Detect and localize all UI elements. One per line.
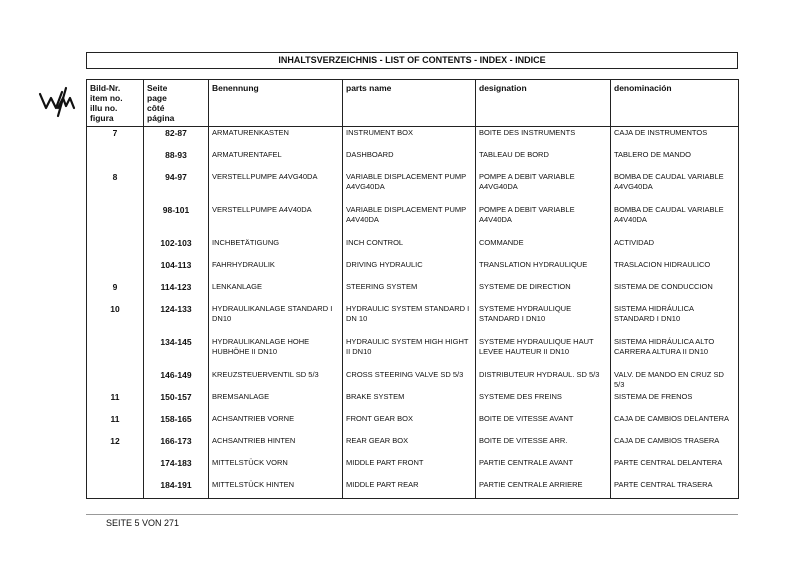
table-row (87, 435, 739, 457)
parts-name-cell: VARIABLE DISPLACEMENT PUMP A4V40DA (343, 204, 476, 237)
bild-nr (87, 479, 144, 499)
benennung-cell: BREMSANLAGE (209, 391, 343, 413)
bild-nr (87, 204, 144, 237)
page-range: 104-113 (144, 259, 209, 281)
parts-name-cell: HYDRAULIC SYSTEM HIGH HIGHT II DN10 (343, 336, 476, 369)
page-range: 146-149 (144, 369, 209, 391)
designation-cell: SYSTEME DE DIRECTION (476, 281, 611, 303)
table-row (87, 336, 739, 369)
bild-nr: 8 (87, 171, 144, 204)
benennung-cell: ACHSANTRIEB VORNE (209, 413, 343, 435)
bild-nr: 7 (87, 127, 144, 149)
header-benennung: Benennung (209, 80, 343, 127)
benennung-cell: VERSTELLPUMPE A4V40DA (209, 204, 343, 237)
table-row (87, 204, 739, 237)
page-counter: SEITE 5 VON 271 (106, 518, 180, 528)
header-parts-name: parts name (343, 80, 476, 127)
page-range: 134-145 (144, 336, 209, 369)
page-range: 158-165 (144, 413, 209, 435)
table-row (87, 149, 739, 171)
designation-cell: BOITE DES INSTRUMENTS (476, 127, 611, 149)
bild-nr: 10 (87, 303, 144, 336)
bild-nr (87, 149, 144, 171)
designation-cell: POMPE A DEBIT VARIABLE A4VG40DA (476, 171, 611, 204)
denominacion-cell: PARTE CENTRAL TRASERA (611, 479, 739, 499)
bild-nr (87, 457, 144, 479)
benennung-cell: ARMATURENTAFEL (209, 149, 343, 171)
designation-cell: COMMANDE (476, 237, 611, 259)
bild-nr: 11 (87, 391, 144, 413)
denominacion-cell: VALV. DE MANDO EN CRUZ SD 5/3 (611, 369, 739, 391)
denominacion-cell: BOMBA DE CAUDAL VARIABLE A4VG40DA (611, 171, 739, 204)
bild-nr (87, 369, 144, 391)
bild-nr: 11 (87, 413, 144, 435)
denominacion-cell: TRASLACION HIDRAULICO (611, 259, 739, 281)
page-range: 124-133 (144, 303, 209, 336)
bild-nr: 12 (87, 435, 144, 457)
parts-name-cell: INSTRUMENT BOX (343, 127, 476, 149)
benennung-cell: MITTELSTÜCK VORN (209, 457, 343, 479)
table-row (87, 281, 739, 303)
page-range: 166-173 (144, 435, 209, 457)
parts-name-cell: INCH CONTROL (343, 237, 476, 259)
bild-nr (87, 259, 144, 281)
table-row (87, 479, 739, 499)
benennung-cell: ARMATURENKASTEN (209, 127, 343, 149)
benennung-cell: INCHBETÄTIGUNG (209, 237, 343, 259)
table-row (87, 303, 739, 336)
designation-cell: POMPE A DEBIT VARIABLE A4V40DA (476, 204, 611, 237)
denominacion-cell: TABLERO DE MANDO (611, 149, 739, 171)
header-denominacion: denominación (611, 80, 739, 127)
denominacion-cell: CAJA DE CAMBIOS DELANTERA (611, 413, 739, 435)
page-range: 184-191 (144, 479, 209, 499)
page-range: 82-87 (144, 127, 209, 149)
parts-name-cell: DASHBOARD (343, 149, 476, 171)
page-range: 88-93 (144, 149, 209, 171)
designation-cell: DISTRIBUTEUR HYDRAUL. SD 5/3 (476, 369, 611, 391)
parts-name-cell: CROSS STEERING VALVE SD 5/3 (343, 369, 476, 391)
page-range: 102-103 (144, 237, 209, 259)
table-row (87, 457, 739, 479)
designation-cell: PARTIE CENTRALE AVANT (476, 457, 611, 479)
page-range: 98-101 (144, 204, 209, 237)
parts-name-cell: MIDDLE PART REAR (343, 479, 476, 499)
designation-cell: SYSTEME HYDRAULIQUE HAUT LEVEE HAUTEUR II DN10 (476, 336, 611, 369)
benennung-cell: KREUZSTEUERVENTIL SD 5/3 (209, 369, 343, 391)
parts-name-cell: FRONT GEAR BOX (343, 413, 476, 435)
header-bild: Bild-Nr. item no. illu no. figura (87, 80, 144, 127)
denominacion-cell: SISTEMA DE CONDUCCION (611, 281, 739, 303)
table-row (87, 127, 739, 149)
table-row (87, 259, 739, 281)
parts-name-cell: REAR GEAR BOX (343, 435, 476, 457)
table-row (87, 237, 739, 259)
page-range: 174-183 (144, 457, 209, 479)
denominacion-cell: ACTIVIDAD (611, 237, 739, 259)
benennung-cell: LENKANLAGE (209, 281, 343, 303)
page-range: 114-123 (144, 281, 209, 303)
parts-name-cell: DRIVING HYDRAULIC (343, 259, 476, 281)
page-range: 94-97 (144, 171, 209, 204)
contents-table (86, 79, 739, 499)
parts-name-cell: MIDDLE PART FRONT (343, 457, 476, 479)
parts-name-cell: STEERING SYSTEM (343, 281, 476, 303)
denominacion-cell: CAJA DE INSTRUMENTOS (611, 127, 739, 149)
bild-nr (87, 237, 144, 259)
designation-cell: TRANSLATION HYDRAULIQUE (476, 259, 611, 281)
bild-nr (87, 336, 144, 369)
document-title: INHALTSVERZEICHNIS - LIST OF CONTENTS - INDEX - INDICE (86, 52, 738, 69)
benennung-cell: MITTELSTÜCK HINTEN (209, 479, 343, 499)
designation-cell: SYSTEME DES FREINS (476, 391, 611, 413)
benennung-cell: VERSTELLPUMPE A4VG40DA (209, 171, 343, 204)
denominacion-cell: SISTEMA HIDRÁULICA ALTO CARRERA ALTURA II DN10 (611, 336, 739, 369)
benennung-cell: HYDRAULIKANLAGE STANDARD I DN10 (209, 303, 343, 336)
table-row (87, 413, 739, 435)
wm-logo-icon (36, 78, 80, 122)
parts-name-cell: VARIABLE DISPLACEMENT PUMP A4VG40DA (343, 171, 476, 204)
benennung-cell: FAHRHYDRAULIK (209, 259, 343, 281)
benennung-cell: ACHSANTRIEB HINTEN (209, 435, 343, 457)
bild-nr: 9 (87, 281, 144, 303)
table-row (87, 171, 739, 204)
table-row (87, 369, 739, 391)
parts-name-cell: BRAKE SYSTEM (343, 391, 476, 413)
denominacion-cell: PARTE CENTRAL DELANTERA (611, 457, 739, 479)
header-seite: Seite page côté página (144, 80, 209, 127)
designation-cell: TABLEAU DE BORD (476, 149, 611, 171)
denominacion-cell: CAJA DE CAMBIOS TRASERA (611, 435, 739, 457)
table-header-row (87, 80, 739, 127)
table-row (87, 391, 739, 413)
benennung-cell: HYDRAULIKANLAGE HOHE HUBHÖHE II DN10 (209, 336, 343, 369)
designation-cell: PARTIE CENTRALE ARRIERE (476, 479, 611, 499)
designation-cell: SYSTEME HYDRAULIQUE STANDARD I DN10 (476, 303, 611, 336)
denominacion-cell: SISTEMA HIDRÁULICA STANDARD I DN10 (611, 303, 739, 336)
parts-name-cell: HYDRAULIC SYSTEM STANDARD I DN 10 (343, 303, 476, 336)
denominacion-cell: SISTEMA DE FRENOS (611, 391, 739, 413)
page-range: 150-157 (144, 391, 209, 413)
footer-divider (86, 514, 738, 515)
header-designation: designation (476, 80, 611, 127)
designation-cell: BOITE DE VITESSE AVANT (476, 413, 611, 435)
designation-cell: BOITE DE VITESSE ARR. (476, 435, 611, 457)
denominacion-cell: BOMBA DE CAUDAL VARIABLE A4V40DA (611, 204, 739, 237)
